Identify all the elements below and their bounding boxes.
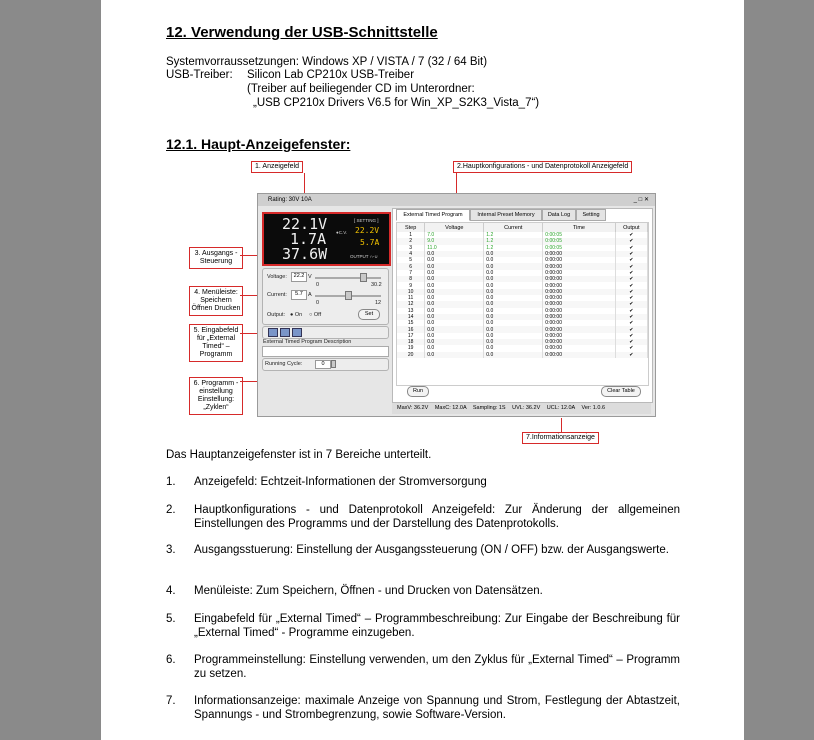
cell-current: 0.0	[484, 326, 543, 332]
output-off-radio[interactable]: ○ Off	[309, 312, 322, 318]
cell-current: 0.0	[484, 282, 543, 288]
clear-table-button[interactable]: Clear Table	[601, 386, 641, 397]
cell-step: 4	[397, 251, 425, 257]
cell-step: 9	[397, 282, 425, 288]
cell-voltage: 11.0	[425, 245, 484, 251]
cell-step: 5	[397, 257, 425, 263]
cell-step: 3	[397, 245, 425, 251]
running-cycle-label: Running Cycle:	[265, 361, 303, 367]
cell-step: 16	[397, 326, 425, 332]
header-current: Current	[484, 223, 543, 232]
cell-voltage: 0.0	[425, 314, 484, 320]
callout-2-frame-top	[456, 172, 457, 173]
cell-voltage: 0.0	[425, 251, 484, 257]
item-2-text: Hauptkonfigurations - und Datenprotokoll Anzeigefeld: Zur Änderung der allgemeinen Einstellungen des Programms und der Darstellung des Datenprotokolls.	[194, 504, 680, 530]
item-7-text: Informationsanzeige: maximale Anzeige von Spannung und Strom, Festlegung der Abtastzeit, Spannungs - und Strombegrenzung, sowie Software-Version.	[194, 695, 680, 721]
cell-voltage: 0.0	[425, 339, 484, 345]
system-requirements: Systemvorraussetzungen: Windows XP / VISTA / 7 (32 / 64 Bit)	[166, 56, 488, 68]
save-icon[interactable]	[268, 328, 278, 337]
cell-step: 15	[397, 320, 425, 326]
callout-6-programmeinstellung: 6. Programm - einstellung Einstellung: „Zyklen“	[189, 377, 243, 415]
item-4-number: 4.	[166, 585, 176, 597]
cell-voltage: 0.0	[425, 276, 484, 282]
cell-voltage: 0.0	[425, 289, 484, 295]
cell-current: 0.0	[484, 295, 543, 301]
cell-time: 0:00:00	[543, 270, 615, 276]
cell-voltage: 0.0	[425, 352, 484, 358]
info-status-bar	[392, 403, 651, 414]
status-maxc: MaxC: 12.0A	[434, 405, 467, 411]
output-checkbox[interactable]: ✔	[615, 251, 647, 257]
table-row[interactable]	[397, 352, 648, 358]
cell-voltage: 7.0	[425, 232, 484, 238]
cell-time: 0:00:00	[543, 339, 615, 345]
running-cycle-input[interactable]: 0	[315, 360, 331, 369]
cell-voltage: 0.0	[425, 257, 484, 263]
driver-note-1: (Treiber auf beiliegender CD im Unterordner:	[247, 83, 475, 95]
status-sampling: Sampling: 1S	[472, 405, 506, 411]
tab-data-log[interactable]: Data Log	[542, 209, 576, 221]
cell-voltage: 0.0	[425, 263, 484, 269]
output-checkbox[interactable]: ✔	[615, 263, 647, 269]
cell-time: 0:00:00	[543, 257, 615, 263]
output-checkbox[interactable]: ✔	[615, 245, 647, 251]
header-step: Step	[397, 223, 425, 232]
voltage-min: 0	[316, 282, 320, 288]
item-2-number: 2.	[166, 504, 176, 516]
header-voltage: Voltage	[425, 223, 484, 232]
output-control-panel	[262, 268, 389, 325]
output-checkbox[interactable]: ✔	[615, 232, 647, 238]
subsection-heading: 12.1. Haupt-Anzeigefenster:	[166, 136, 351, 152]
cell-step: 19	[397, 345, 425, 351]
output-checkbox[interactable]: ✔	[615, 282, 647, 288]
voltage-label: Voltage:	[267, 274, 287, 280]
output-checkbox[interactable]: ✔	[615, 257, 647, 263]
cell-time: 0:00:00	[543, 289, 615, 295]
running-cycle-spinner[interactable]	[331, 360, 336, 368]
output-on-radio[interactable]: ● On	[290, 312, 303, 318]
window-title: Rating: 30V 10A	[268, 197, 312, 203]
callout-7-line	[561, 418, 562, 432]
item-5-text: Eingabefeld für „External Timed“ – Programmbeschreibung: Zur Eingabe der Beschreibung für „External Timed“ - Programme einzugeben.	[194, 613, 680, 639]
cell-voltage: 0.0	[425, 326, 484, 332]
open-icon[interactable]	[280, 328, 290, 337]
output-checkbox[interactable]: ✔	[615, 270, 647, 276]
cell-step: 7	[397, 270, 425, 276]
cell-step: 13	[397, 308, 425, 314]
output-checkbox[interactable]: ✔	[615, 320, 647, 326]
status-uvl: UVL: 36.2V	[512, 405, 541, 411]
callout-5-eingabefeld: 5. Eingabefeld für „External Timed“ – Programm	[189, 324, 243, 362]
item-6-text: Programmeinstellung: Einstellung verwenden, um den Zyklus für „External Timed“ – Programm zu setzen.	[194, 654, 680, 680]
cell-step: 6	[397, 263, 425, 269]
cell-current: 0.0	[484, 333, 543, 339]
cell-current: 0.0	[484, 320, 543, 326]
cell-time: 0:00:00	[543, 295, 615, 301]
item-3-number: 3.	[166, 544, 176, 556]
table-header-row	[397, 223, 648, 232]
item-7-number: 7.	[166, 695, 176, 707]
cell-current: 0.0	[484, 257, 543, 263]
cell-current: 0.0	[484, 276, 543, 282]
output-checkbox[interactable]: ✔	[615, 333, 647, 339]
callout-4-menueleiste: 4. Menüleiste: Speichern Öffnen Drucken	[189, 286, 243, 316]
header-time: Time	[543, 223, 615, 232]
lcd-set-current: 5.7A	[360, 238, 380, 247]
cell-current: 0.0	[484, 289, 543, 295]
cell-voltage: 0.0	[425, 295, 484, 301]
cell-current: 0.0	[484, 251, 543, 257]
cell-current: 0.0	[484, 345, 543, 351]
output-checkbox[interactable]: ✔	[615, 314, 647, 320]
item-4-text: Menüleiste: Zum Speichern, Öffnen - und Drucken von Datensätzen.	[194, 585, 543, 597]
cell-step: 2	[397, 238, 425, 244]
cell-time: 0:00:00	[543, 308, 615, 314]
cell-voltage: 0.0	[425, 308, 484, 314]
lcd-voltage: 22.1V	[282, 215, 328, 233]
output-checkbox[interactable]: ✔	[615, 345, 647, 351]
cell-current: 1.2	[484, 245, 543, 251]
cell-voltage: 0.0	[425, 301, 484, 307]
item-5-number: 5.	[166, 613, 176, 625]
cell-voltage: 0.0	[425, 282, 484, 288]
current-slider-handle[interactable]	[345, 291, 352, 300]
cell-step: 8	[397, 276, 425, 282]
description-input[interactable]	[262, 346, 389, 357]
output-on-label: On	[294, 312, 303, 318]
running-cycle-panel	[262, 358, 389, 371]
callout-3-ausgangssteuerung: 3. Ausgangs - Steuerung	[189, 247, 243, 269]
lcd-display	[262, 212, 391, 266]
cell-time: 0:00:00	[543, 282, 615, 288]
cell-time: 0:00:00	[543, 301, 615, 307]
cell-time: 0:00:05	[543, 238, 615, 244]
voltage-max: 30.2	[371, 282, 382, 288]
output-label: Output:	[267, 312, 286, 318]
lcd-setting-label: [ SETTING ]	[354, 218, 379, 223]
output-checkbox[interactable]: ✔	[615, 295, 647, 301]
callout-1-anzeigefeld: 1. Anzeigefeld	[251, 161, 303, 173]
cell-voltage: 0.0	[425, 345, 484, 351]
current-min: 0	[316, 300, 320, 306]
tab-setting[interactable]: Setting	[576, 209, 606, 221]
header-output: Output	[615, 223, 647, 232]
program-table-container	[396, 222, 649, 386]
output-checkbox[interactable]: ✔	[615, 326, 647, 332]
lcd-mode: ●C.V.	[336, 230, 348, 235]
print-icon[interactable]	[292, 328, 302, 337]
item-6-number: 6.	[166, 654, 176, 666]
usb-driver-label: USB-Treiber:	[166, 69, 233, 81]
callout-2-hauptkonfiguration: 2.Hauptkonfigurations - und Datenprotokoll Anzeigefeld	[453, 161, 632, 173]
callout-7-informationsanzeige: 7.Informationsanzeige	[522, 432, 599, 444]
output-checkbox[interactable]: ✔	[615, 308, 647, 314]
output-checkbox[interactable]: ✔	[615, 289, 647, 295]
voltage-unit: V	[308, 274, 312, 280]
voltage-slider-handle[interactable]	[360, 273, 367, 282]
cell-current: 0.0	[484, 263, 543, 269]
description-label: External Timed Program Description	[263, 339, 352, 345]
tab-internal-preset-memory[interactable]: Internal Preset Memory	[470, 209, 542, 221]
driver-note-2: „USB CP210x Drivers V6.5 for Win_XP_S2K3_Vista_7“)	[253, 97, 540, 109]
cell-time: 0:00:00	[543, 251, 615, 257]
cell-step: 20	[397, 352, 425, 358]
intro-text: Das Hauptanzeigefenster ist in 7 Bereiche unterteilt.	[166, 449, 432, 461]
cell-step: 17	[397, 333, 425, 339]
output-checkbox[interactable]: ✔	[615, 352, 647, 358]
current-input[interactable]: 5.7	[291, 290, 307, 300]
cell-current: 0.0	[484, 308, 543, 314]
cell-time: 0:00:00	[543, 345, 615, 351]
cell-step: 18	[397, 339, 425, 345]
window-titlebar	[258, 194, 655, 206]
cell-time: 0:00:00	[543, 276, 615, 282]
set-button[interactable]: Set	[358, 309, 380, 320]
usb-driver-value: Silicon Lab CP210x USB-Treiber	[247, 69, 415, 81]
cell-current: 0.0	[484, 339, 543, 345]
cell-current: 1.2	[484, 232, 543, 238]
cell-time: 0:00:00	[543, 320, 615, 326]
config-data-panel	[392, 208, 653, 403]
current-max: 12	[375, 300, 382, 306]
cell-current: 0.0	[484, 352, 543, 358]
cell-voltage: 0.0	[425, 320, 484, 326]
output-off-label: Off	[313, 312, 322, 318]
program-table	[397, 223, 648, 358]
lcd-output-label: OUTPUT ∩-∪	[350, 254, 378, 259]
output-checkbox[interactable]: ✔	[615, 238, 647, 244]
current-unit: A	[308, 292, 312, 298]
output-checkbox[interactable]: ✔	[615, 276, 647, 282]
item-3-text: Ausgangsstuerung: Einstellung der Ausgangssteuerung (ON / OFF) bzw. der Ausgangswerte.	[194, 544, 669, 556]
cell-current: 1.2	[484, 238, 543, 244]
status-maxv: MaxV: 36.2V	[397, 405, 429, 411]
cell-time: 0:00:00	[543, 314, 615, 320]
cell-step: 12	[397, 301, 425, 307]
cell-current: 0.0	[484, 314, 543, 320]
cell-step: 10	[397, 289, 425, 295]
lcd-current: 1.7A	[290, 230, 327, 248]
status-version: Ver: 1.0.6	[581, 405, 605, 411]
cell-current: 0.0	[484, 301, 543, 307]
lcd-power: 37.6W	[282, 245, 328, 263]
output-checkbox[interactable]: ✔	[615, 339, 647, 345]
item-1-text: Anzeigefeld: Echtzeit-Informationen der Stromversorgung	[194, 476, 487, 488]
cell-voltage: 9.0	[425, 238, 484, 244]
current-label: Current:	[267, 292, 287, 298]
voltage-slider[interactable]	[315, 277, 381, 279]
menu-toolbar	[262, 326, 389, 339]
cell-step: 14	[397, 314, 425, 320]
cell-time: 0:00:05	[543, 232, 615, 238]
voltage-input[interactable]: 22.2	[291, 272, 307, 282]
cell-time: 0:00:00	[543, 333, 615, 339]
section-heading: 12. Verwendung der USB-Schnittstelle	[166, 24, 438, 41]
lcd-set-voltage: 22.2V	[355, 226, 380, 235]
cell-time: 0:00:00	[543, 326, 615, 332]
cell-time: 0:00:05	[543, 245, 615, 251]
app-window	[257, 193, 656, 417]
cell-time: 0:00:00	[543, 263, 615, 269]
cell-step: 1	[397, 232, 425, 238]
cell-voltage: 0.0	[425, 270, 484, 276]
main-window-figure	[101, 155, 744, 445]
window-controls[interactable]: _ □ ✕	[633, 197, 649, 203]
document-page	[101, 0, 744, 740]
cell-current: 0.0	[484, 270, 543, 276]
cell-step: 11	[397, 295, 425, 301]
cell-time: 0:00:00	[543, 352, 615, 358]
item-1-number: 1.	[166, 476, 176, 488]
run-button[interactable]: Run	[407, 386, 429, 397]
cell-voltage: 0.0	[425, 333, 484, 339]
tab-external-timed-program[interactable]: External Timed Program	[396, 209, 470, 221]
status-ucl: UCL: 12.0A	[546, 405, 575, 411]
output-checkbox[interactable]: ✔	[615, 301, 647, 307]
